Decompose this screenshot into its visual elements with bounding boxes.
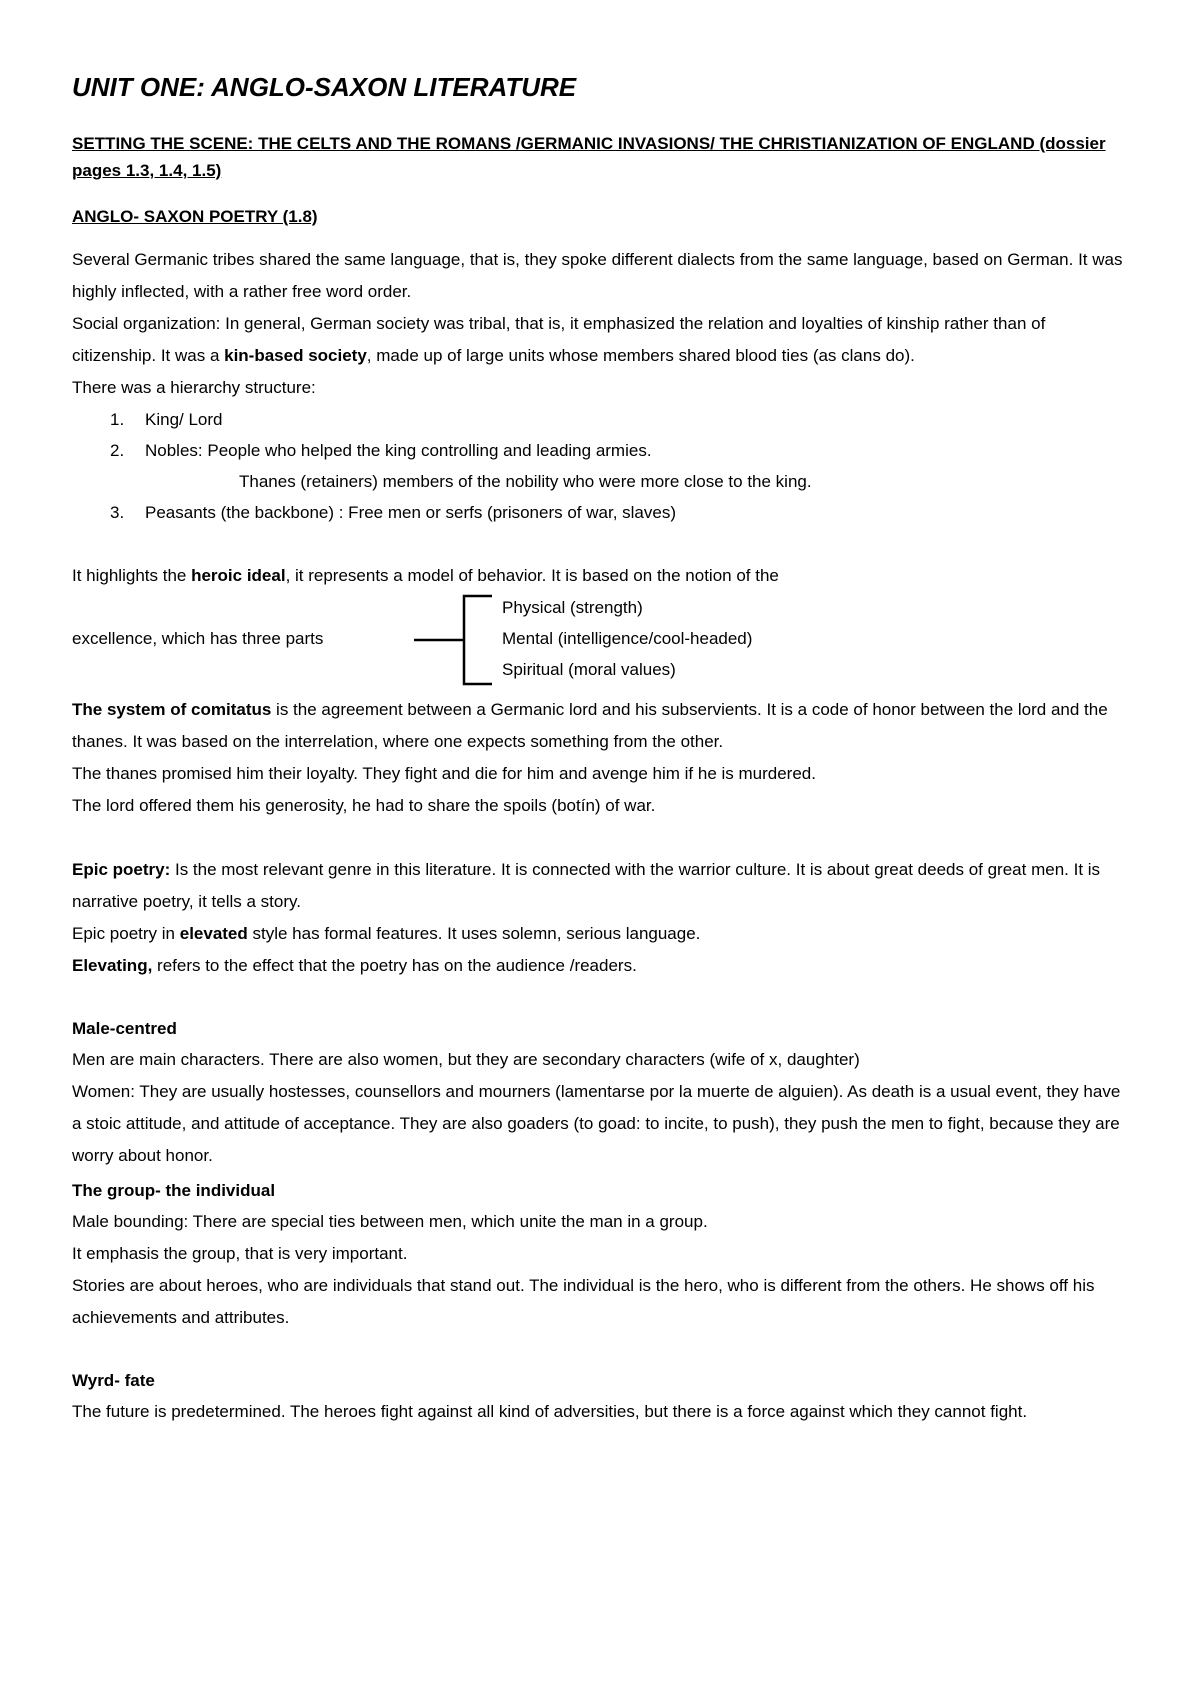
- paragraph-women: Women: They are usually hostesses, counsellors and mourners (lamentarse por la muerte de alguien). As death is a usual event, they have a stoic attitude, and attitude of acceptance. They are also goaders (to goad: to incite, to push), they push the men to fight, because they are worry about honor.: [72, 1082, 1121, 1165]
- excellence-part: Mental (intelligence/cool-headed): [502, 629, 753, 648]
- term-elevated: elevated: [179, 924, 248, 943]
- paragraph-tribes: Several Germanic tribes shared the same language, that is, they spoke different dialects from the same language, based on German. It was highly inflected, with a rather free word order.: [72, 250, 1123, 301]
- heading-male-centred: Male-centred: [72, 1019, 177, 1038]
- list-item: 2. Nobles: People who helped the king controlling and leading armies.: [110, 441, 652, 460]
- paragraph-hierarchy-intro: There was a hierarchy structure:: [72, 378, 316, 397]
- excellence-label: excellence, which has three parts: [72, 629, 324, 648]
- document-page: [72, 70, 1132, 1428]
- page-title: UNIT ONE: ANGLO-SAXON LITERATURE: [72, 72, 577, 102]
- paragraph-men: Men are main characters. There are also women, but they are secondary characters (wife of x, daughter): [72, 1050, 860, 1069]
- paragraph-male-bounding: Male bounding: There are special ties between men, which unite the man in a group.: [72, 1212, 708, 1231]
- heading-wyrd: Wyrd- fate: [72, 1371, 155, 1390]
- term-elevating: Elevating,: [72, 956, 153, 975]
- paragraph-epic-poetry: Epic poetry: Is the most relevant genre in this literature. It is connected with the warrior culture. It is about great deeds of great men. It is narrative poetry, it tells a story.: [72, 860, 1101, 911]
- paragraph-heroes: Stories are about heroes, who are individuals that stand out. The individual is the hero, who is different from the others. He shows off his achievements and attributes.: [72, 1276, 1095, 1327]
- paragraph-epic-elevated: Epic poetry in elevated style has formal features. It uses solemn, serious language.: [72, 924, 701, 943]
- excellence-diagram: [72, 592, 1132, 690]
- section-heading-setting: SETTING THE SCENE: THE CELTS AND THE ROMANS /GERMANIC INVASIONS/ THE CHRISTIANIZATION OF ENGLAND (dossier pages 1.3, 1.4, 1.5): [72, 134, 1106, 180]
- section-heading-poetry: ANGLO- SAXON POETRY (1.8): [72, 207, 318, 226]
- paragraph-comitatus-loyalty: The thanes promised him their loyalty. They fight and die for him and avenge him if he is murdered.: [72, 764, 816, 783]
- paragraph-social-organization: Social organization: In general, German society was tribal, that is, it emphasized the relation and loyalties of kinship rather than of citizenship. It was a kin-based society, made up of large units whose members shared blood ties (as clans do).: [72, 314, 1046, 365]
- excellence-part: Physical (strength): [502, 598, 643, 617]
- list-item: 1. King/ Lord: [110, 410, 223, 429]
- term-comitatus: The system of comitatus: [72, 700, 272, 719]
- hierarchy-list: [72, 404, 1132, 528]
- paragraph-comitatus-generosity: The lord offered them his generosity, he had to share the spoils (botín) of war.: [72, 796, 656, 815]
- excellence-parts: [502, 592, 752, 685]
- list-item: 3. Peasants (the backbone) : Free men or serfs (prisoners of war, slaves): [110, 503, 677, 522]
- term-kin-based-society: kin-based society: [224, 346, 367, 365]
- paragraph-elevating: Elevating, refers to the effect that the poetry has on the audience /readers.: [72, 956, 637, 975]
- curly-brace-icon: [412, 592, 502, 692]
- heading-group-individual: The group- the individual: [72, 1181, 276, 1200]
- term-heroic-ideal: heroic ideal: [191, 566, 286, 585]
- excellence-part: Spiritual (moral values): [502, 660, 676, 679]
- paragraph-comitatus: The system of comitatus is the agreement between a Germanic lord and his subservients. It is a code of honor between the lord and the thanes. It was based on the interrelation, where one expects something from the other.: [72, 700, 1108, 751]
- paragraph-wyrd: The future is predetermined. The heroes fight against all kind of adversities, but there is a force against which they cannot fight.: [72, 1402, 1028, 1421]
- thanes-note: Thanes (retainers) members of the nobility who were more close to the king.: [239, 472, 812, 491]
- paragraph-group-emphasis: It emphasis the group, that is very important.: [72, 1244, 408, 1263]
- paragraph-heroic-ideal: It highlights the heroic ideal, it represents a model of behavior. It is based on the notion of the: [72, 566, 779, 585]
- term-epic-poetry: Epic poetry:: [72, 860, 171, 879]
